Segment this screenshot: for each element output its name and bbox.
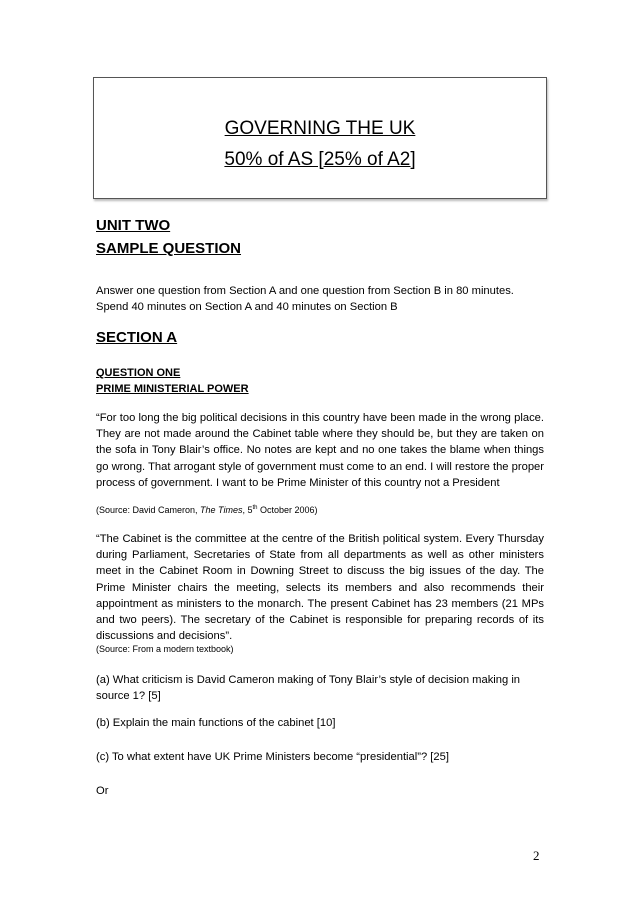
sample-question-heading: SAMPLE QUESTION bbox=[96, 240, 242, 257]
citation-sup: th bbox=[252, 505, 258, 511]
question-b: (b) Explain the main functions of the cabinet [10] bbox=[96, 717, 336, 729]
instruction-line-2: Spend 40 minutes on Section A and 40 minutes on Section B bbox=[96, 301, 398, 314]
instruction-line-1: Answer one question from Section A and one question from Section B in 80 minutes. bbox=[96, 285, 514, 297]
document-subtitle: 50% of AS [25% of A2] bbox=[224, 149, 416, 170]
citation-prefix: (Source: David Cameron, bbox=[96, 505, 201, 515]
source-1-text: “For too long the big political decisions in this country have been made in the wrong place. They are not made around the Cabinet table where they should be, but they are taken on the sofa in Tony Blair’s office. No notes are kept and no one takes the blame when things go wrong. That arrogant style of government must come to an end. I will restore the proper process of government. I want to be Prime Minister of this country not a President bbox=[96, 412, 544, 489]
question-label: QUESTION ONE bbox=[96, 367, 181, 379]
citation-day: , 5 bbox=[242, 505, 253, 515]
section-a-heading: SECTION A bbox=[96, 329, 178, 346]
question-c: (c) To what extent have UK Prime Ministers become “presidential”? [25] bbox=[96, 751, 449, 763]
instructions bbox=[96, 283, 544, 315]
question-a: (a) What criticism is David Cameron making of Tony Blair’s style of decision making in source 1? [5] bbox=[96, 674, 521, 703]
source-2-text: “The Cabinet is the committee at the centre of the British political system. Every Thursday during Parliament, Secretaries of State from all departments as well as other ministers meet in the Cabinet Room in Downing Street to discuss the big issues of the day. The Prime Minister chairs the meeting, selects its members and also recommends their appointment as ministers to the monarch. The present Cabinet has 23 members (21 MPs and two peers). The secretary of the Cabinet is responsible for preparing records of its discussions and decisions”. bbox=[96, 533, 544, 643]
unit-heading: UNIT TWO bbox=[96, 217, 171, 234]
citation-publication: The Times bbox=[200, 505, 243, 515]
source-2-citation: (Source: From a modern textbook) bbox=[96, 644, 234, 654]
or-separator: Or bbox=[96, 785, 109, 797]
source-1-citation bbox=[96, 502, 544, 517]
citation-suffix: October 2006) bbox=[257, 505, 318, 515]
document-title: GOVERNING THE UK bbox=[224, 118, 416, 139]
page-number: 2 bbox=[533, 848, 540, 863]
question-topic: PRIME MINISTERIAL POWER bbox=[96, 383, 249, 395]
title-box bbox=[93, 77, 547, 199]
